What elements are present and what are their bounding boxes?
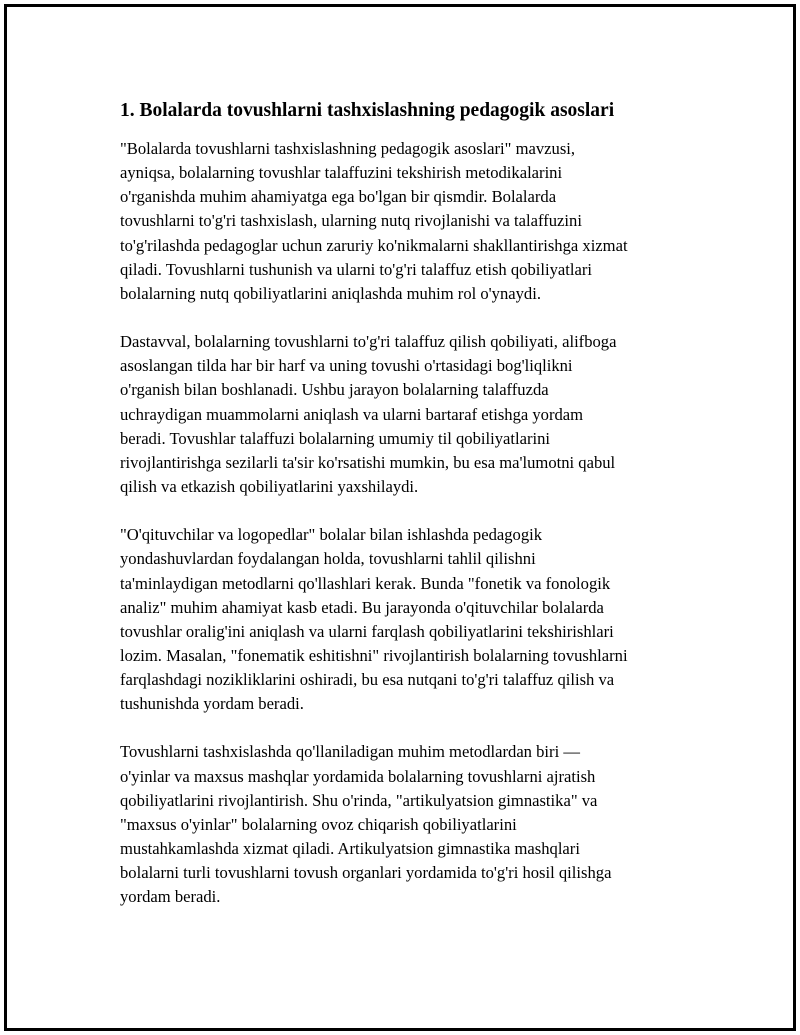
paragraph-1: "Bolalarda tovushlarni tashxislashning pedagogik asoslari" mavzusi, ayniqsa, bolalarning tovushlar talaffuzini tekshirish metodikalarini o'rganishda muhim ahamiyatga ega bo'lgan bir qismdir. Bolalarda tovushlarni to'g'ri tashxislash, ularning nutq rivojlanishi va talaffuzini to'g'rilashda pedagoglar uchun zaruriy ko'nikmalarni shakllantirishga xizmat qiladi. Tovushlarni tushunish va ularni to'g'ri talaffuz etish qobiliyatlari bolalarning nutq qobiliyatlarini aniqlashda muhim rol o'ynaydi. bbox=[120, 139, 628, 303]
section-heading: 1. Bolalarda tovushlarni tashxislashning pedagogik asoslari bbox=[120, 100, 615, 121]
paragraph-4: Tovushlarni tashxislashda qo'llaniladigan muhim metodlardan biri — o'yinlar va maxsus mashqlar yordamida bolalarning tovushlarni ajratish qobiliyatlarini rivojlantirish. Shu o'rinda, "artikulyatsion gimnastika" va "maxsus o'yinlar" bolalarning ovoz chiqarish qobiliyatlarini mustahkamlashda xizmat qiladi. Artikulyatsion gimnastika mashqlari bolalarni turli tovushlarni tovush organlari yordamida to'g'ri hosil qilishga yordam beradi. bbox=[120, 742, 612, 907]
document-body bbox=[120, 97, 700, 934]
paragraph-2: Dastavval, bolalarning tovushlarni to'g'ri talaffuz qilish qobiliyati, alifboga asoslangan tilda har bir harf va uning tovushi o'rtasidagi bog'liqlikni o'rganish bilan boshlanadi. Ushbu jarayon bolalarning talaffuzda uchraydigan muammolarni aniqlash va ularni bartaraf etishga yordam beradi. Tovushlar talaffuzi bolalarning umumiy til qobiliyatlarini rivojlantirishga sezilarli ta'sir ko'rsatishi mumkin, bu esa ma'lumotni qabul qilish va etkazish qobiliyatlarini yaxshilaydi. bbox=[120, 332, 617, 497]
page-frame bbox=[4, 4, 796, 1031]
paragraph-3: "O'qituvchilar va logopedlar" bolalar bilan ishlashda pedagogik yondashuvlardan foydalangan holda, tovushlarni tahlil qilishni ta'minlaydigan metodlarni qo'llashlari kerak. Bunda "fonetik va fonologik analiz" muhim ahamiyat kasb etadi. Bu jarayonda o'qituvchilar bolalarda tovushlar oralig'ini aniqlash va ularni farqlash qobiliyatlarini tekshirishlari lozim. Masalan, "fonematik eshitishni" rivojlantirish bolalarning tovushlarni farqlashdagi nozikliklarini oshiradi, bu esa nutqani to'g'ri talaffuz qilish va tushunishda yordam beradi. bbox=[120, 525, 628, 714]
